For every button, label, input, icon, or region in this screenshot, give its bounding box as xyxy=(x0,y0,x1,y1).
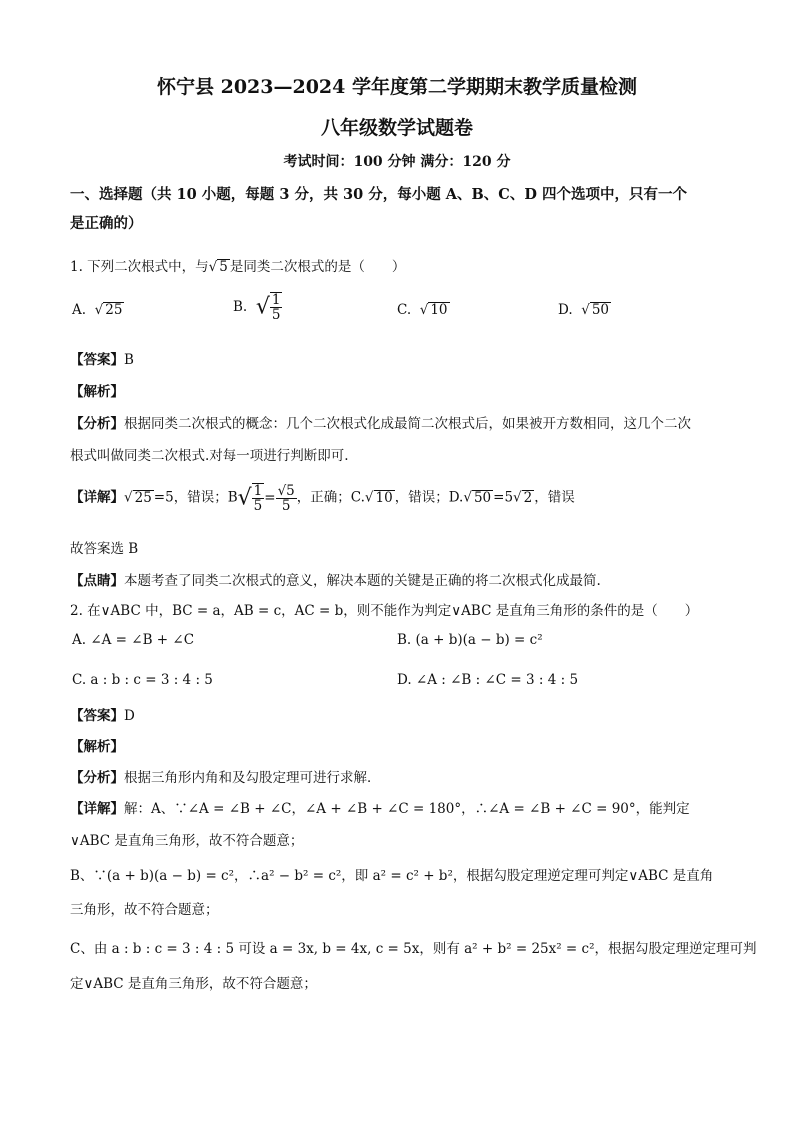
q1-option-a: A. √ 25 xyxy=(72,302,123,318)
q2-detail-line3: B、∵(a + b)(a − b) = c²，∴a² − b² = c²，即 a² = c² + b²，根据勾股定理逆定理可判定∨ABC 是直角 xyxy=(70,868,714,884)
q1-fenxi-cont: 根式叫做同类二次根式.对每一项进行判断即可. xyxy=(70,448,349,464)
q1-option-d: D. √ 50 xyxy=(558,302,610,318)
q2-detail-line4: 三角形，故不符合题意； xyxy=(70,902,219,918)
radical-5: 5 xyxy=(219,259,228,275)
section-heading-cont: 是正确的） xyxy=(70,215,143,232)
q1-conclusion: 故答案选 B xyxy=(70,541,139,557)
q1-answer: 【答案】B xyxy=(70,352,134,368)
q2-answer: 【答案】D xyxy=(70,708,135,724)
exam-info: 考试时间：100 分钟 满分：120 分 xyxy=(283,154,511,170)
section-heading: 一、选择题（共 10 小题，每题 3 分，共 30 分，每小题 A、B、C、D 四个选项中，只有一个 xyxy=(70,186,687,203)
page-title: 怀宁县 2023—2024 学年度第二学期期末教学质量检测 xyxy=(157,76,637,98)
q2-option-b: B. (a + b)(a − b) = c² xyxy=(397,632,543,648)
q2-option-c: C. a : b : c = 3 : 4 : 5 xyxy=(72,672,213,688)
q1-detail: 【详解】√ 25 =5，错误；B√ $\frac{1}{5}$ = $\frac{√5}{5}$ ，正确；C.√ 10 ，错误；D.√ 50 =5√ 2 ，错误 xyxy=(70,482,575,515)
q2-detail-line1: 【详解】解：A、∵∠A = ∠B + ∠C，∠A + ∠B + ∠C = 180°，∴∠A = ∠B + ∠C = 90°，能判定 xyxy=(70,801,690,817)
q2-option-a: A. ∠A = ∠B + ∠C xyxy=(72,632,195,648)
q1-option-c: C. √ 10 xyxy=(397,302,448,318)
question-2-stem: 2. 在∨ABC 中，BC = a，AB = c，AC = b，则不能作为判定∨ABC 是直角三角形的条件的是（ ） xyxy=(70,603,699,619)
q1-dianjing: 【点睛】本题考查了同类二次根式的意义，解决本题的关键是正确的将二次根式化成最简. xyxy=(70,573,601,589)
q2-detail-line5: C、由 a : b : c = 3 : 4 : 5 可设 a = 3x, b = 4x, c = 5x，则有 a² + b² = 25x² = c²，根据勾股定理逆定理可判 xyxy=(70,941,757,957)
question-1-stem: 1. 下列二次根式中，与√ 5 是同类二次根式的是（ ） xyxy=(70,259,406,275)
q2-detail-line2: ∨ABC 是直角三角形，故不符合题意； xyxy=(70,833,304,849)
q2-analysis-tag: 【解析】 xyxy=(70,739,124,755)
q2-detail-line6: 定∨ABC 是直角三角形，故不符合题意； xyxy=(70,976,317,992)
paper-subtitle: 八年级数学试题卷 xyxy=(320,117,473,139)
q1-analysis-tag: 【解析】 xyxy=(70,384,124,400)
q1-option-b: B. √ $\frac{1}{5}$ xyxy=(233,292,281,324)
q2-fenxi: 【分析】根据三角形内角和及勾股定理可进行求解． xyxy=(70,770,381,786)
q1-fenxi: 【分析】根据同类二次根式的概念：几个二次根式化成最简二次根式后，如果被开方数相同，这几个二次 xyxy=(70,416,691,432)
q2-option-d: D. ∠A : ∠B : ∠C = 3 : 4 : 5 xyxy=(397,672,579,688)
